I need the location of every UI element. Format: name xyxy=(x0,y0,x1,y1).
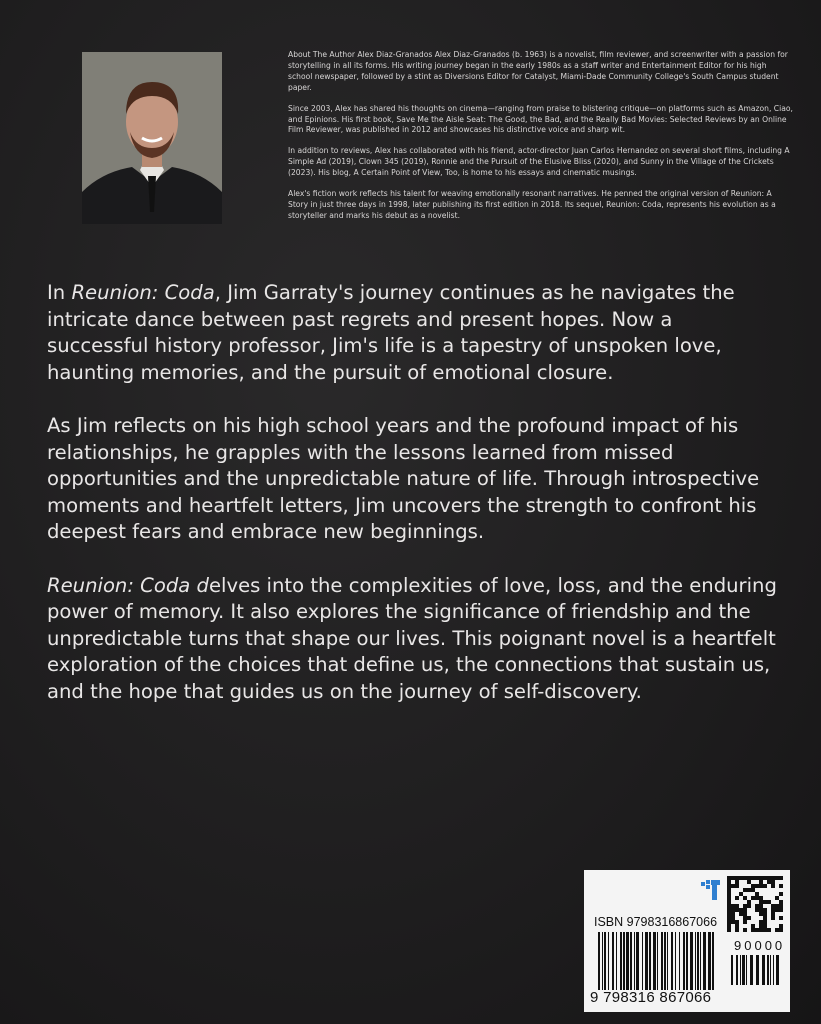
barcode-bar xyxy=(731,955,733,985)
qr-module xyxy=(735,880,739,884)
qr-module xyxy=(731,912,735,916)
qr-module xyxy=(759,900,763,904)
barcode-bar xyxy=(634,932,635,990)
blurb-text: , Jim Garraty's journey continues as he navigates the intricate dance between past regrets and present hopes. Now a successful history professor, Jim's life is a tapestry of unspoken love, haunting memories, and the pursuit of emotional closure. xyxy=(47,281,735,384)
qr-module xyxy=(771,880,775,884)
qr-module xyxy=(763,900,767,904)
qr-module xyxy=(775,876,779,880)
barcode-bar xyxy=(604,932,606,990)
qr-module xyxy=(751,876,755,880)
blurb-paragraph-2: As Jim reflects on his high school years and the profound impact of his relationships, he grapples with the lessons learned from missed opportunities and the unpredictable nature of life. Through introspective moments and heartfelt letters, Jim uncovers the strength to confront his deepest fears and embrace new beginnings. xyxy=(47,414,760,543)
qr-module xyxy=(727,900,731,904)
qr-module xyxy=(727,924,731,928)
barcode-bar xyxy=(773,955,774,985)
barcode-bar xyxy=(626,932,629,990)
barcode-bar xyxy=(776,955,779,985)
qr-module xyxy=(751,924,755,928)
isbn-label: ISBN 9798316867066 xyxy=(594,915,718,929)
qr-module xyxy=(763,924,767,928)
barcode-bar xyxy=(612,932,614,990)
barcode-bar xyxy=(642,932,643,990)
qr-module xyxy=(763,928,767,932)
qr-module xyxy=(743,920,747,924)
publisher-logo-icon xyxy=(701,880,721,902)
blurb-paragraph-3 xyxy=(47,573,777,706)
qr-module xyxy=(771,904,775,908)
qr-module xyxy=(763,876,767,880)
qr-module xyxy=(751,888,755,892)
barcode-bar xyxy=(602,932,603,990)
qr-module xyxy=(747,904,751,908)
qr-module xyxy=(779,916,783,920)
qr-module xyxy=(735,896,739,900)
qr-module xyxy=(759,904,763,908)
qr-module xyxy=(755,876,759,880)
qr-module xyxy=(747,880,751,884)
qr-module xyxy=(743,912,747,916)
blurb-paragraph-1 xyxy=(47,280,777,386)
qr-module xyxy=(739,908,743,912)
qr-module xyxy=(771,884,775,888)
qr-module xyxy=(751,896,755,900)
barcode-bar xyxy=(671,932,673,990)
barcode-bar xyxy=(762,955,765,985)
barcode-bar xyxy=(616,932,617,990)
qr-module xyxy=(743,876,747,880)
qr-module xyxy=(763,916,767,920)
qr-module xyxy=(735,884,739,888)
qr-module xyxy=(747,916,751,920)
qr-module xyxy=(771,916,775,920)
barcode-bar xyxy=(746,955,747,985)
qr-module xyxy=(743,916,747,920)
barcode-bar xyxy=(736,955,738,985)
bio-paragraph: About The Author Alex Diaz-Granados Alex Diaz-Granados (b. 1963) is a novelist, film reviewer, and screenwriter with a passion for storytelling in all its forms. His writing journey began in the early 1980s as a staff writer and Entertainment Editor for his high school newspaper, followed by a stint as Diversions Editor for Catalyst, Miami-Dade Community College's South Campus student paper. xyxy=(288,50,788,92)
qr-module xyxy=(747,876,751,880)
qr-module xyxy=(779,908,783,912)
qr-module xyxy=(763,912,767,916)
qr-module xyxy=(735,876,739,880)
qr-module xyxy=(755,884,759,888)
qr-module xyxy=(731,884,735,888)
qr-module xyxy=(759,880,763,884)
qr-module xyxy=(743,908,747,912)
barcode-label xyxy=(584,870,790,1012)
price-code: 90000 xyxy=(734,938,786,953)
barcode-bar xyxy=(708,932,711,990)
qr-module xyxy=(751,928,755,932)
qr-module xyxy=(727,908,731,912)
book-title: Reunion: Coda xyxy=(71,281,215,304)
qr-module xyxy=(735,908,739,912)
barcode-bar xyxy=(712,932,714,990)
qr-module xyxy=(779,892,783,896)
book-title: Reunion: Coda d xyxy=(47,573,209,597)
qr-module xyxy=(727,888,731,892)
barcode-bar xyxy=(645,932,648,990)
barcode-bar xyxy=(661,932,663,990)
qr-module xyxy=(727,912,731,916)
qr-module xyxy=(739,876,743,880)
barcode-bar xyxy=(683,932,685,990)
qr-module xyxy=(771,912,775,916)
barcode-bar xyxy=(750,955,753,985)
qr-module xyxy=(751,884,755,888)
qr-module xyxy=(767,880,771,884)
qr-module xyxy=(727,876,731,880)
qr-module xyxy=(739,912,743,916)
qr-code xyxy=(727,876,783,932)
qr-module xyxy=(779,876,783,880)
qr-module xyxy=(759,928,763,932)
qr-module xyxy=(775,928,779,932)
book-blurb xyxy=(47,280,777,732)
blurb-text: elves into the complexities of love, loss, and the enduring power of memory. It also explores the significance of friendship and the unpredictable turns that shape our lives. This poignant novel is a heartfelt exploration of the choices that define us, the connections that sustain us, and the hope that guides us on the journey of self-discovery. xyxy=(47,573,777,703)
barcode-bar xyxy=(623,932,625,990)
qr-module xyxy=(755,904,759,908)
author-bio xyxy=(288,50,793,232)
barcode-bar xyxy=(608,932,609,990)
qr-module xyxy=(739,892,743,896)
barcode-bar xyxy=(675,932,676,990)
barcode-bar xyxy=(740,955,741,985)
blurb-text: In xyxy=(47,281,72,304)
qr-module xyxy=(767,928,771,932)
barcode-bar xyxy=(657,932,658,990)
qr-module xyxy=(775,904,779,908)
qr-module xyxy=(727,880,731,884)
qr-module xyxy=(775,908,779,912)
qr-module xyxy=(759,896,763,900)
qr-module xyxy=(759,884,763,888)
author-photo xyxy=(82,52,222,224)
qr-module xyxy=(735,904,739,908)
barcode-bar xyxy=(770,955,771,985)
barcode-bar xyxy=(695,932,696,990)
qr-module xyxy=(731,920,735,924)
barcode-bar xyxy=(686,932,688,990)
qr-module xyxy=(775,896,779,900)
barcode-bar xyxy=(598,932,600,990)
barcode-bar xyxy=(679,932,680,990)
barcode-bar xyxy=(767,955,769,985)
price-barcode xyxy=(731,955,783,985)
barcode-bar xyxy=(697,932,699,990)
qr-module xyxy=(767,876,771,880)
qr-module xyxy=(759,920,763,924)
qr-module xyxy=(755,908,759,912)
qr-module xyxy=(763,884,767,888)
qr-module xyxy=(779,900,783,904)
qr-module xyxy=(727,920,731,924)
qr-module xyxy=(727,928,731,932)
isbn-barcode xyxy=(598,932,718,990)
qr-module xyxy=(747,888,751,892)
barcode-bar xyxy=(667,932,668,990)
qr-module xyxy=(759,912,763,916)
barcode-bar xyxy=(664,932,666,990)
barcode-bar xyxy=(636,932,639,990)
qr-module xyxy=(767,900,771,904)
qr-module xyxy=(731,908,735,912)
qr-module xyxy=(727,904,731,908)
qr-module xyxy=(727,916,731,920)
qr-module xyxy=(743,888,747,892)
bio-paragraph: In addition to reviews, Alex has collaborated with his friend, actor-director Juan Carlos Hernandez on several short films, including A Simple Ad (2019), Clown 345 (2019), Ronnie and the Pursuit of the Elusive Bliss (2020), and Sunny in the Village of the Crickets (2023). His blog, A Certain Point of View, Too, is home to his essays and cinematic musings. xyxy=(288,146,790,178)
qr-module xyxy=(779,904,783,908)
barcode-bar xyxy=(742,955,745,985)
qr-module xyxy=(779,928,783,932)
bio-paragraph: Since 2003, Alex has shared his thoughts on cinema—ranging from praise to blistering critique—on platforms such as Amazon, Ciao, and Epinions. His first book, Save Me the Aisle Seat: The Good, the Bad, and the Really Bad Movies: Selected Reviews by an Online Film Reviewer, was published in 2012 and showcases his distinctive voice and sharp wit. xyxy=(288,103,793,135)
qr-module xyxy=(763,920,767,924)
qr-module xyxy=(755,892,759,896)
qr-module xyxy=(771,876,775,880)
qr-module xyxy=(755,896,759,900)
qr-module xyxy=(731,904,735,908)
qr-module xyxy=(743,896,747,900)
qr-module xyxy=(771,908,775,912)
qr-module xyxy=(731,916,735,920)
barcode-bar xyxy=(690,932,693,990)
qr-module xyxy=(731,876,735,880)
barcode-bar xyxy=(653,932,656,990)
qr-module xyxy=(727,896,731,900)
barcode-bar xyxy=(649,932,651,990)
barcode-bar xyxy=(703,932,706,990)
qr-module xyxy=(747,900,751,904)
qr-module xyxy=(779,924,783,928)
qr-module xyxy=(763,908,767,912)
qr-module xyxy=(759,876,763,880)
qr-module xyxy=(727,884,731,888)
qr-module xyxy=(759,924,763,928)
qr-module xyxy=(759,908,763,912)
qr-module xyxy=(743,904,747,908)
bio-paragraph: Alex's fiction work reflects his talent for weaving emotionally resonant narratives. He penned the original version of Reunion: A Story in just three days in 1998, later publishing its first edition in 2018. Its sequel, Reunion: Coda, represents his evolution as a storyteller and marks his debut as a novelist. xyxy=(288,189,776,220)
qr-module xyxy=(735,928,739,932)
qr-module xyxy=(727,892,731,896)
qr-module xyxy=(735,920,739,924)
barcode-digits: 9 798316 867066 xyxy=(590,989,712,1006)
qr-module xyxy=(743,928,747,932)
barcode-bar xyxy=(630,932,632,990)
qr-module xyxy=(735,924,739,928)
barcode-bar xyxy=(756,955,759,985)
qr-module xyxy=(755,928,759,932)
barcode-bar xyxy=(620,932,622,990)
qr-module xyxy=(779,884,783,888)
barcode-bar xyxy=(700,932,701,990)
